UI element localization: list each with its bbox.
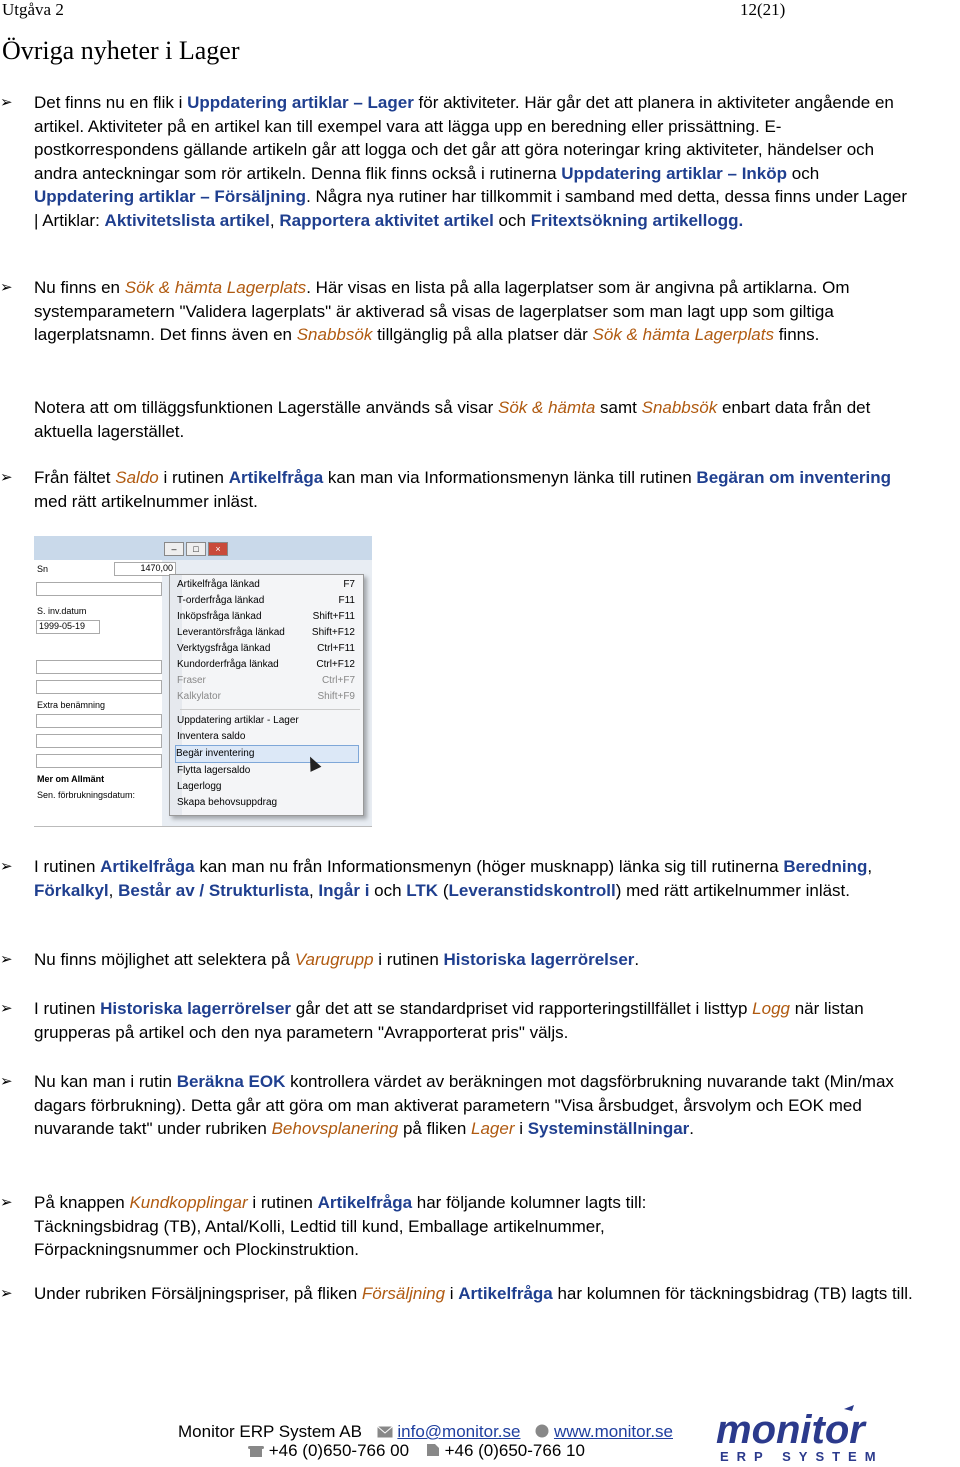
field-label: Sn bbox=[37, 564, 49, 574]
company-name: Monitor ERP System AB bbox=[178, 1422, 362, 1441]
paragraph-eok: ➢ Nu kan man i rutin Beräkna EOK kontrollera värdet av beräkningen mot dagsförbrukning nuvarande takt (Min/max dagars förbrukning). Detta går att göra om man aktiverat parametern "Visa årsbudget, årsvolym och EOK med nuvarande takt" under rubriken Behovsplanering på fliken Lager i Systeminställningar. bbox=[0, 1072, 894, 1138]
menu-item[interactable]: Kalkylator Shift+F9 bbox=[177, 691, 355, 702]
menu-item[interactable]: Fraser Ctrl+F7 bbox=[177, 675, 355, 686]
bullet-icon: ➢ bbox=[0, 1073, 13, 1090]
globe-icon bbox=[535, 1423, 549, 1443]
menu-item[interactable]: Verktygsfråga länkad Ctrl+F11 bbox=[177, 643, 355, 654]
bullet-icon: ➢ bbox=[0, 858, 13, 875]
paragraph-artikelfraga: ➢ I rutinen Artikelfråga kan man nu från Informationsmenyn (höger musknapp) länka sig till rutinerna Beredning, Förkalkyl, Består av / Strukturlista, Ingår i och LTK (Leveranstidskontroll) med rätt artikelnummer inläst. bbox=[0, 857, 873, 900]
field-label: Extra benämning bbox=[37, 700, 106, 710]
field-label: Sen. förbrukningsdatum: bbox=[37, 790, 136, 800]
maximize-icon: □ bbox=[186, 542, 206, 556]
input-box bbox=[36, 680, 162, 694]
bullet-icon: ➢ bbox=[0, 94, 13, 111]
website-link[interactable]: www.monitor.se bbox=[553, 1422, 673, 1441]
bullet-icon: ➢ bbox=[0, 1285, 13, 1302]
input-box bbox=[36, 754, 162, 768]
menu-item[interactable]: Inköpsfråga länkad Shift+F11 bbox=[177, 611, 355, 622]
menu-item[interactable]: Leverantörsfråga länkad Shift+F12 bbox=[177, 627, 355, 638]
page-title: Övriga nyheter i Lager bbox=[2, 36, 240, 65]
phone-icon bbox=[248, 1442, 264, 1462]
monitor-logo bbox=[714, 1405, 904, 1463]
input-box bbox=[36, 582, 162, 596]
menu-separator bbox=[180, 709, 360, 710]
bullet-icon: ➢ bbox=[0, 1194, 13, 1211]
bullet-icon: ➢ bbox=[0, 1000, 13, 1017]
menu-item[interactable]: Artikelfråga länkad F7 bbox=[177, 579, 355, 590]
email-link[interactable]: info@monitor.se bbox=[397, 1422, 521, 1441]
menu-item[interactable]: Skapa behovsuppdrag bbox=[177, 797, 278, 808]
paragraph-forsaljning: ➢ Under rubriken Försäljningspriser, på fliken Försäljning i Artikelfråga har kolumnen för täckningsbidrag (TB) lagts till. bbox=[34, 1282, 914, 1306]
saldo-value: 1470,00 bbox=[114, 562, 176, 576]
input-box bbox=[36, 734, 162, 748]
bullet-icon: ➢ bbox=[0, 279, 13, 296]
page-number: 12(21) bbox=[740, 0, 786, 19]
footer-contact-line bbox=[178, 1422, 673, 1443]
logo-wordmark: monitor bbox=[716, 1408, 865, 1452]
date-field: 1999-05-19 bbox=[36, 620, 100, 634]
paragraph-kundkopplingar: ➢ På knappen Kundkopplingar i rutinen Artikelfråga har följande kolumner lagts till: Täckningsbidrag (TB), Antal/Kolli, Ledtid till kund, Emballage artikelnummer, Förpackningsnummer och Plockinstruktion. bbox=[0, 1193, 647, 1259]
phone-number: +46 (0)650-766 00 bbox=[268, 1441, 410, 1460]
edition-label: Utgåva 2 bbox=[2, 0, 64, 19]
form-pane bbox=[34, 560, 162, 826]
paragraph-activities: ➢ Det finns nu en flik i Uppdatering artiklar – Lager för aktiviteter. Här går det att planera in aktiviteter angående en artikel. Aktiviteter på en artikel kan till exempel vara att lägga upp en beredning eller prissättning. E-postkorrespondens gällande artikeln går att logga och det går att göra noteringar kring aktiviteter, händelser och andra anteckningar som rör artikeln. Denna flik finns också i rutinerna Uppdatering artiklar – Inköp och Uppdatering artiklar – Försäljning. Några nya rutiner har tillkommit i samband med detta, dessa finns under Lager | Artiklar: Aktivitetslista artikel, Rapportera aktivitet artikel och Fritextsökning artikellogg. bbox=[0, 93, 908, 230]
menu-item[interactable]: Uppdatering artiklar - Lager bbox=[177, 715, 299, 726]
fax-icon bbox=[426, 1442, 440, 1462]
information-menu bbox=[169, 574, 364, 816]
field-label: S. inv.datum bbox=[37, 606, 87, 616]
minimize-icon: – bbox=[164, 542, 184, 556]
bullet-icon: ➢ bbox=[0, 951, 13, 968]
logo-subtitle: ERP SYSTEM bbox=[720, 1449, 884, 1463]
input-box bbox=[36, 660, 162, 674]
context-menu-screenshot bbox=[34, 536, 372, 827]
fax-number: +46 (0)650-766 10 bbox=[444, 1441, 585, 1460]
close-icon: × bbox=[208, 542, 228, 556]
paragraph-note: Notera att om tilläggsfunktionen Lagerställe används så visar Sök & hämta samt Snabbsök enbart data från det aktuella lagerstället. bbox=[34, 398, 871, 441]
paragraph-varugrupp: ➢ Nu finns möjlighet att selektera på Varugrupp i rutinen Historiska lagerrörelser. bbox=[34, 948, 914, 972]
window-titlebar bbox=[34, 536, 372, 560]
menu-item-selected[interactable]: Begär inventering bbox=[175, 745, 359, 763]
paragraph-storage-location: ➢ Nu finns en Sök & hämta Lagerplats. Här visas en lista på alla lagerplatser som är angivna på artiklarna. Om systemparametern "Validera lagerplats" är aktiverad så visas de lagerplatser som man lagt upp som giltiga lagerplatsnamn. Det finns även en Snabbsök tillgänglig på alla platser där Sök & hämta Lagerplats finns. bbox=[0, 278, 850, 344]
bullet-icon: ➢ bbox=[0, 469, 13, 486]
mail-icon bbox=[377, 1423, 393, 1443]
footer-phone-line bbox=[248, 1441, 585, 1462]
menu-item[interactable]: Flytta lagersaldo bbox=[177, 765, 251, 776]
menu-item[interactable]: T-orderfråga länkad F11 bbox=[177, 595, 355, 606]
paragraph-historiska: ➢ I rutinen Historiska lagerrörelser går det att se standardpriset vid rapporteringstillfället i listtyp Logg när listan grupperas på artikel och den nya parametern "Avrapporterat pris" väljs. bbox=[0, 999, 864, 1042]
paragraph-saldo: ➢ Från fältet Saldo i rutinen Artikelfråga kan man via Informationsmenyn länka till rutinen Begäran om inventering med rätt artikelnummer inläst. bbox=[0, 468, 892, 511]
menu-item[interactable]: Inventera saldo bbox=[177, 731, 246, 742]
input-box bbox=[36, 714, 162, 728]
section-label: Mer om Allmänt bbox=[37, 774, 105, 784]
menu-item[interactable]: Lagerlogg bbox=[177, 781, 222, 792]
menu-item[interactable]: Kundorderfråga länkad Ctrl+F12 bbox=[177, 659, 355, 670]
